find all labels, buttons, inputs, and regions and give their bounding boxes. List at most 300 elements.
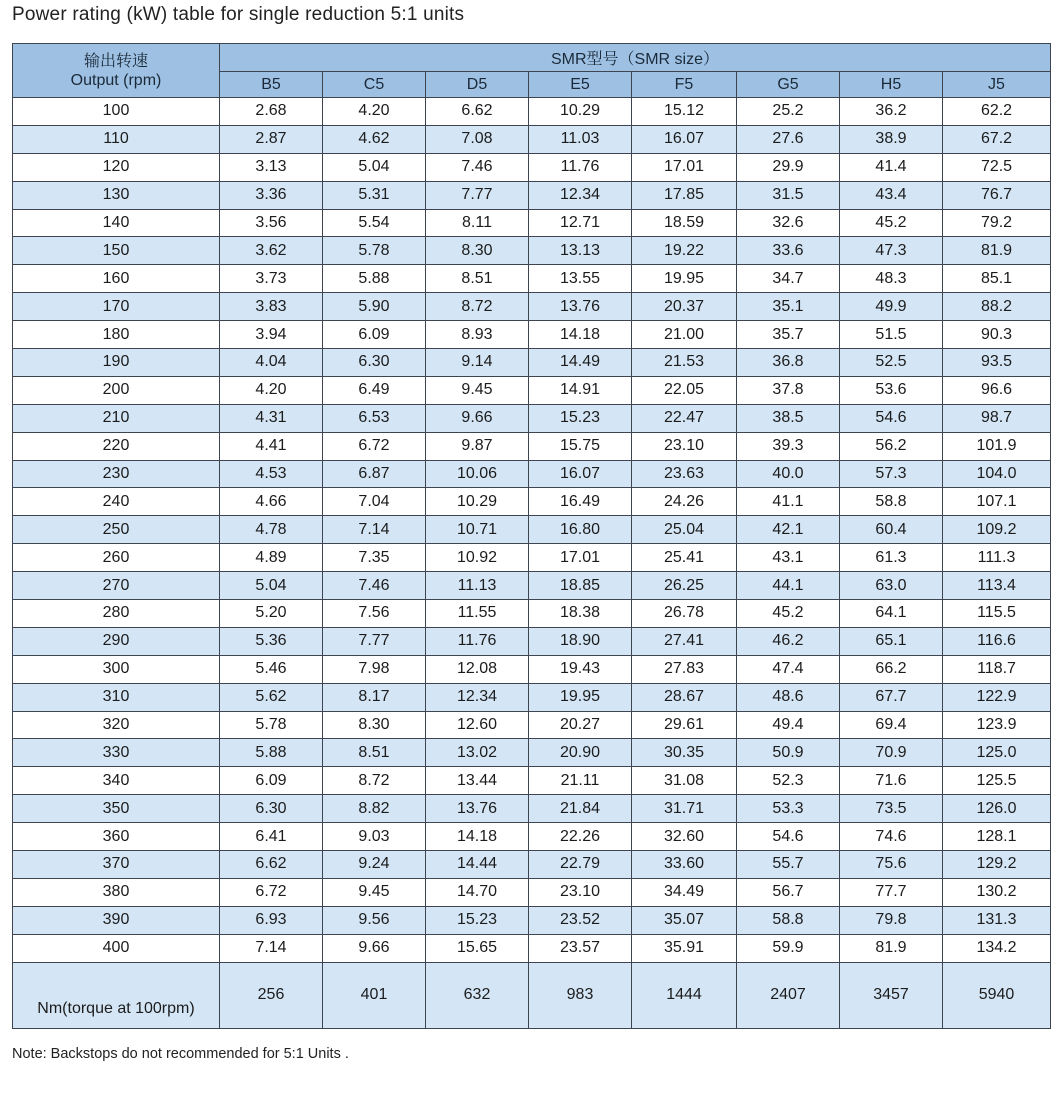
rpm-cell: 290	[13, 627, 220, 655]
power-cell: 104.0	[943, 460, 1051, 488]
power-cell: 5.20	[220, 600, 323, 628]
power-cell: 37.8	[737, 376, 840, 404]
power-cell: 34.7	[737, 265, 840, 293]
power-cell: 46.2	[737, 627, 840, 655]
power-cell: 14.49	[529, 349, 632, 377]
power-cell: 12.34	[529, 181, 632, 209]
power-cell: 13.76	[529, 293, 632, 321]
power-cell: 3.13	[220, 153, 323, 181]
power-cell: 30.35	[632, 739, 737, 767]
power-cell: 21.00	[632, 321, 737, 349]
power-cell: 6.72	[220, 878, 323, 906]
table-row	[13, 460, 1051, 488]
power-cell: 15.75	[529, 432, 632, 460]
power-cell: 23.10	[529, 878, 632, 906]
torque-cell: 401	[323, 962, 426, 1028]
rpm-cell: 140	[13, 209, 220, 237]
power-cell: 67.7	[840, 683, 943, 711]
power-cell: 35.91	[632, 934, 737, 962]
power-cell: 63.0	[840, 572, 943, 600]
power-cell: 48.3	[840, 265, 943, 293]
power-cell: 20.27	[529, 711, 632, 739]
torque-cell: 2407	[737, 962, 840, 1028]
power-cell: 115.5	[943, 600, 1051, 628]
power-cell: 14.91	[529, 376, 632, 404]
power-cell: 4.20	[220, 376, 323, 404]
power-cell: 65.1	[840, 627, 943, 655]
power-cell: 31.5	[737, 181, 840, 209]
power-cell: 56.2	[840, 432, 943, 460]
power-cell: 15.12	[632, 98, 737, 126]
power-cell: 4.31	[220, 404, 323, 432]
power-cell: 13.44	[426, 767, 529, 795]
power-cell: 16.07	[529, 460, 632, 488]
power-cell: 38.5	[737, 404, 840, 432]
power-cell: 5.62	[220, 683, 323, 711]
smr-size-header: SMR型号（SMR size）	[220, 44, 1051, 72]
power-cell: 58.8	[737, 906, 840, 934]
power-cell: 45.2	[737, 600, 840, 628]
power-cell: 10.71	[426, 516, 529, 544]
rpm-cell: 250	[13, 516, 220, 544]
power-cell: 5.88	[220, 739, 323, 767]
power-cell: 4.04	[220, 349, 323, 377]
power-cell: 23.10	[632, 432, 737, 460]
rpm-cell: 340	[13, 767, 220, 795]
power-cell: 7.98	[323, 655, 426, 683]
power-cell: 3.36	[220, 181, 323, 209]
power-cell: 54.6	[737, 823, 840, 851]
power-cell: 90.3	[943, 321, 1051, 349]
power-cell: 28.67	[632, 683, 737, 711]
torque-cell: 632	[426, 962, 529, 1028]
table-row	[13, 544, 1051, 572]
power-cell: 7.14	[220, 934, 323, 962]
page-title: Power rating (kW) table for single reduction 5:1 units	[12, 4, 465, 25]
power-cell: 15.23	[529, 404, 632, 432]
power-cell: 18.59	[632, 209, 737, 237]
power-cell: 13.55	[529, 265, 632, 293]
power-cell: 9.45	[323, 878, 426, 906]
power-cell: 5.04	[323, 153, 426, 181]
table-row	[13, 878, 1051, 906]
power-cell: 9.56	[323, 906, 426, 934]
power-cell: 29.61	[632, 711, 737, 739]
power-cell: 38.9	[840, 125, 943, 153]
column-header: J5	[943, 72, 1051, 98]
power-cell: 39.3	[737, 432, 840, 460]
power-cell: 4.41	[220, 432, 323, 460]
power-cell: 67.2	[943, 125, 1051, 153]
power-cell: 9.66	[323, 934, 426, 962]
power-cell: 73.5	[840, 795, 943, 823]
table-row	[13, 655, 1051, 683]
table-row	[13, 153, 1051, 181]
power-cell: 21.53	[632, 349, 737, 377]
output-label-en: Output (rpm)	[70, 71, 162, 89]
power-cell: 41.4	[840, 153, 943, 181]
power-cell: 3.73	[220, 265, 323, 293]
power-cell: 49.9	[840, 293, 943, 321]
power-cell: 13.76	[426, 795, 529, 823]
power-cell: 6.87	[323, 460, 426, 488]
column-header: H5	[840, 72, 943, 98]
power-cell: 15.65	[426, 934, 529, 962]
power-cell: 18.38	[529, 600, 632, 628]
power-cell: 42.1	[737, 516, 840, 544]
table-row	[13, 767, 1051, 795]
power-cell: 129.2	[943, 851, 1051, 879]
power-cell: 6.30	[220, 795, 323, 823]
table-row	[13, 572, 1051, 600]
torque-cell: 1444	[632, 962, 737, 1028]
power-cell: 4.53	[220, 460, 323, 488]
column-header: F5	[632, 72, 737, 98]
table-row	[13, 125, 1051, 153]
table-row	[13, 739, 1051, 767]
power-cell: 6.49	[323, 376, 426, 404]
rpm-cell: 400	[13, 934, 220, 962]
power-cell: 113.4	[943, 572, 1051, 600]
power-cell: 6.30	[323, 349, 426, 377]
power-cell: 4.89	[220, 544, 323, 572]
power-cell: 9.24	[323, 851, 426, 879]
power-cell: 8.17	[323, 683, 426, 711]
power-cell: 9.45	[426, 376, 529, 404]
power-cell: 32.6	[737, 209, 840, 237]
rpm-cell: 280	[13, 600, 220, 628]
table-row	[13, 600, 1051, 628]
power-cell: 17.85	[632, 181, 737, 209]
power-cell: 18.90	[529, 627, 632, 655]
power-cell: 17.01	[529, 544, 632, 572]
column-header: D5	[426, 72, 529, 98]
power-cell: 109.2	[943, 516, 1051, 544]
power-cell: 4.62	[323, 125, 426, 153]
rpm-cell: 240	[13, 488, 220, 516]
torque-cell: 983	[529, 962, 632, 1028]
power-cell: 54.6	[840, 404, 943, 432]
power-cell: 43.1	[737, 544, 840, 572]
power-cell: 7.08	[426, 125, 529, 153]
power-cell: 98.7	[943, 404, 1051, 432]
header-row-group	[13, 44, 1051, 72]
rpm-cell: 390	[13, 906, 220, 934]
table-row	[13, 98, 1051, 126]
table-row	[13, 627, 1051, 655]
power-cell: 13.13	[529, 237, 632, 265]
power-cell: 96.6	[943, 376, 1051, 404]
power-cell: 49.4	[737, 711, 840, 739]
power-cell: 16.07	[632, 125, 737, 153]
table-row	[13, 376, 1051, 404]
power-cell: 19.22	[632, 237, 737, 265]
power-cell: 9.03	[323, 823, 426, 851]
power-cell: 79.2	[943, 209, 1051, 237]
power-cell: 52.5	[840, 349, 943, 377]
power-cell: 9.87	[426, 432, 529, 460]
power-cell: 32.60	[632, 823, 737, 851]
power-cell: 29.9	[737, 153, 840, 181]
rpm-cell: 180	[13, 321, 220, 349]
output-rpm-header	[13, 44, 220, 98]
power-cell: 8.51	[426, 265, 529, 293]
power-cell: 20.37	[632, 293, 737, 321]
power-cell: 8.82	[323, 795, 426, 823]
power-cell: 8.72	[426, 293, 529, 321]
rpm-cell: 260	[13, 544, 220, 572]
power-cell: 16.80	[529, 516, 632, 544]
power-cell: 66.2	[840, 655, 943, 683]
table-row	[13, 851, 1051, 879]
power-cell: 16.49	[529, 488, 632, 516]
output-label-cn: 输出转速	[83, 52, 148, 70]
power-cell: 26.78	[632, 600, 737, 628]
table-row	[13, 432, 1051, 460]
table-row	[13, 321, 1051, 349]
power-cell: 6.53	[323, 404, 426, 432]
rpm-cell: 100	[13, 98, 220, 126]
torque-row	[13, 962, 1051, 1028]
table-row	[13, 711, 1051, 739]
power-cell: 9.66	[426, 404, 529, 432]
power-cell: 36.2	[840, 98, 943, 126]
power-cell: 53.3	[737, 795, 840, 823]
power-cell: 3.62	[220, 237, 323, 265]
power-cell: 19.95	[529, 683, 632, 711]
power-cell: 10.92	[426, 544, 529, 572]
torque-cell: 256	[220, 962, 323, 1028]
power-cell: 8.93	[426, 321, 529, 349]
power-cell: 47.3	[840, 237, 943, 265]
power-cell: 81.9	[943, 237, 1051, 265]
power-cell: 27.6	[737, 125, 840, 153]
rpm-cell: 190	[13, 349, 220, 377]
power-cell: 5.04	[220, 572, 323, 600]
power-cell: 4.66	[220, 488, 323, 516]
power-cell: 79.8	[840, 906, 943, 934]
rpm-cell: 230	[13, 460, 220, 488]
power-cell: 22.79	[529, 851, 632, 879]
power-cell: 14.70	[426, 878, 529, 906]
rpm-cell: 380	[13, 878, 220, 906]
power-cell: 33.60	[632, 851, 737, 879]
power-cell: 3.56	[220, 209, 323, 237]
power-cell: 36.8	[737, 349, 840, 377]
power-cell: 31.71	[632, 795, 737, 823]
power-cell: 7.46	[323, 572, 426, 600]
power-cell: 12.08	[426, 655, 529, 683]
power-cell: 41.1	[737, 488, 840, 516]
power-cell: 53.6	[840, 376, 943, 404]
rpm-cell: 110	[13, 125, 220, 153]
table-row	[13, 181, 1051, 209]
power-cell: 11.03	[529, 125, 632, 153]
power-cell: 43.4	[840, 181, 943, 209]
power-cell: 25.2	[737, 98, 840, 126]
power-cell: 12.34	[426, 683, 529, 711]
torque-label: Nm(torque at 100rpm)	[13, 962, 220, 1028]
power-cell: 126.0	[943, 795, 1051, 823]
power-cell: 44.1	[737, 572, 840, 600]
column-header: E5	[529, 72, 632, 98]
power-cell: 101.9	[943, 432, 1051, 460]
power-cell: 85.1	[943, 265, 1051, 293]
table-row	[13, 293, 1051, 321]
rpm-cell: 360	[13, 823, 220, 851]
power-cell: 125.0	[943, 739, 1051, 767]
power-cell: 25.04	[632, 516, 737, 544]
table-row	[13, 795, 1051, 823]
power-cell: 50.9	[737, 739, 840, 767]
power-cell: 7.46	[426, 153, 529, 181]
power-cell: 6.93	[220, 906, 323, 934]
power-cell: 134.2	[943, 934, 1051, 962]
power-cell: 22.26	[529, 823, 632, 851]
power-cell: 5.31	[323, 181, 426, 209]
rpm-cell: 210	[13, 404, 220, 432]
power-cell: 64.1	[840, 600, 943, 628]
power-cell: 81.9	[840, 934, 943, 962]
power-cell: 7.56	[323, 600, 426, 628]
power-cell: 61.3	[840, 544, 943, 572]
power-cell: 4.20	[323, 98, 426, 126]
power-cell: 23.52	[529, 906, 632, 934]
power-cell: 11.55	[426, 600, 529, 628]
power-cell: 23.63	[632, 460, 737, 488]
power-cell: 40.0	[737, 460, 840, 488]
table-row	[13, 209, 1051, 237]
power-cell: 74.6	[840, 823, 943, 851]
power-cell: 56.7	[737, 878, 840, 906]
power-cell: 55.7	[737, 851, 840, 879]
power-cell: 107.1	[943, 488, 1051, 516]
power-cell: 10.29	[529, 98, 632, 126]
power-cell: 14.18	[529, 321, 632, 349]
column-header: C5	[323, 72, 426, 98]
power-cell: 76.7	[943, 181, 1051, 209]
power-cell: 3.83	[220, 293, 323, 321]
power-cell: 17.01	[632, 153, 737, 181]
rpm-cell: 310	[13, 683, 220, 711]
power-cell: 14.44	[426, 851, 529, 879]
power-cell: 5.90	[323, 293, 426, 321]
power-cell: 5.88	[323, 265, 426, 293]
power-cell: 6.62	[220, 851, 323, 879]
power-cell: 45.2	[840, 209, 943, 237]
rpm-cell: 320	[13, 711, 220, 739]
rpm-cell: 160	[13, 265, 220, 293]
power-cell: 25.41	[632, 544, 737, 572]
rpm-cell: 170	[13, 293, 220, 321]
table-row	[13, 404, 1051, 432]
power-cell: 58.8	[840, 488, 943, 516]
power-cell: 5.54	[323, 209, 426, 237]
rpm-cell: 270	[13, 572, 220, 600]
column-header: B5	[220, 72, 323, 98]
rpm-cell: 120	[13, 153, 220, 181]
power-cell: 22.05	[632, 376, 737, 404]
power-cell: 6.62	[426, 98, 529, 126]
rpm-cell: 220	[13, 432, 220, 460]
power-cell: 31.08	[632, 767, 737, 795]
power-cell: 11.76	[426, 627, 529, 655]
power-cell: 52.3	[737, 767, 840, 795]
table-row	[13, 934, 1051, 962]
power-cell: 69.4	[840, 711, 943, 739]
power-cell: 111.3	[943, 544, 1051, 572]
power-cell: 9.14	[426, 349, 529, 377]
power-cell: 8.51	[323, 739, 426, 767]
table-row	[13, 488, 1051, 516]
power-cell: 5.78	[220, 711, 323, 739]
power-cell: 128.1	[943, 823, 1051, 851]
power-cell: 51.5	[840, 321, 943, 349]
power-cell: 71.6	[840, 767, 943, 795]
power-cell: 8.30	[323, 711, 426, 739]
power-cell: 8.72	[323, 767, 426, 795]
rpm-cell: 350	[13, 795, 220, 823]
table-row	[13, 906, 1051, 934]
power-cell: 18.85	[529, 572, 632, 600]
power-cell: 20.90	[529, 739, 632, 767]
table-row	[13, 516, 1051, 544]
power-cell: 75.6	[840, 851, 943, 879]
power-cell: 7.77	[426, 181, 529, 209]
torque-cell: 5940	[943, 962, 1051, 1028]
power-cell: 59.9	[737, 934, 840, 962]
rpm-cell: 300	[13, 655, 220, 683]
power-cell: 57.3	[840, 460, 943, 488]
table-row	[13, 237, 1051, 265]
power-cell: 116.6	[943, 627, 1051, 655]
power-cell: 10.29	[426, 488, 529, 516]
power-cell: 6.09	[323, 321, 426, 349]
table-body	[13, 98, 1051, 1029]
power-cell: 15.23	[426, 906, 529, 934]
power-cell: 35.07	[632, 906, 737, 934]
column-header: G5	[737, 72, 840, 98]
power-cell: 3.94	[220, 321, 323, 349]
power-cell: 47.4	[737, 655, 840, 683]
power-cell: 12.71	[529, 209, 632, 237]
rpm-cell: 370	[13, 851, 220, 879]
power-cell: 7.35	[323, 544, 426, 572]
power-cell: 88.2	[943, 293, 1051, 321]
power-cell: 22.47	[632, 404, 737, 432]
power-cell: 122.9	[943, 683, 1051, 711]
rpm-cell: 200	[13, 376, 220, 404]
power-cell: 77.7	[840, 878, 943, 906]
power-cell: 60.4	[840, 516, 943, 544]
power-cell: 5.46	[220, 655, 323, 683]
power-cell: 123.9	[943, 711, 1051, 739]
table-row	[13, 683, 1051, 711]
power-cell: 7.14	[323, 516, 426, 544]
table-row	[13, 265, 1051, 293]
power-cell: 2.87	[220, 125, 323, 153]
power-cell: 35.1	[737, 293, 840, 321]
power-cell: 26.25	[632, 572, 737, 600]
power-cell: 5.36	[220, 627, 323, 655]
power-cell: 131.3	[943, 906, 1051, 934]
power-cell: 7.77	[323, 627, 426, 655]
power-cell: 27.83	[632, 655, 737, 683]
power-cell: 6.41	[220, 823, 323, 851]
power-cell: 34.49	[632, 878, 737, 906]
power-cell: 11.13	[426, 572, 529, 600]
power-cell: 8.11	[426, 209, 529, 237]
